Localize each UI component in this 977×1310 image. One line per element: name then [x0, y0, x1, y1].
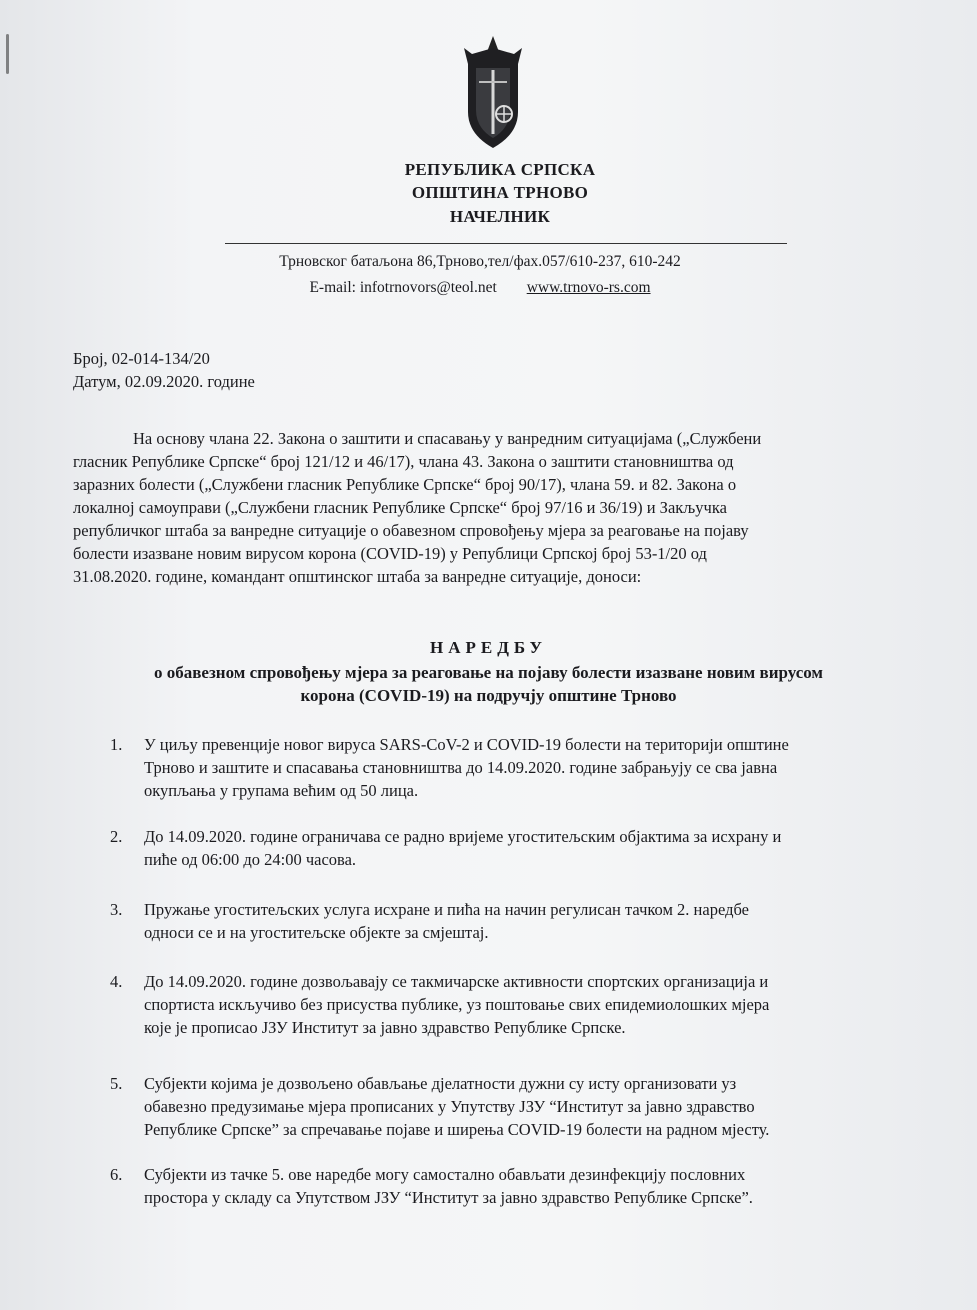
reference-date: Датум, 02.09.2020. године	[73, 372, 255, 391]
letterhead-office: НАЧЕЛНИК	[449, 207, 551, 226]
order-item-number: 4.	[110, 972, 123, 991]
email-link[interactable]: infotrnovors@teol.net	[359, 279, 497, 296]
order-item-line: Пружање угоститељских услуга исхране и пића на начин регулисан тачком 2. наредбе	[144, 900, 749, 919]
order-item-line: односи се и на угоститељске објекте за смјештај.	[144, 923, 489, 942]
order-item-line: До 14.09.2020. године ограничава се радно вријеме угоститељским објактима за исхрану и	[144, 827, 782, 846]
intro-line: локалној самоуправи („Службени гласник Републике Српске“ број 97/16 и 36/19) и Закључка	[73, 498, 727, 517]
intro-line: 31.08.2020. године, командант општинског штаба за ванредне ситуације, доноси:	[73, 567, 642, 586]
email-label: E-mail:	[309, 279, 356, 296]
intro-line: заразних болести („Службени гласник Републике Српске“ број 90/17), члана 59. и 82. Закона о	[73, 475, 737, 494]
website-link[interactable]: www.trnovo-rs.com	[526, 279, 651, 296]
order-item-line: окупљања у групама већим од 50 лица.	[144, 781, 419, 800]
municipal-crest-icon	[452, 34, 534, 152]
intro-paragraph	[73, 427, 929, 588]
letterhead-municipality: ОПШТИНА ТРНОВО	[411, 183, 589, 202]
letterhead-divider	[225, 243, 787, 244]
intro-line: републичког штаба за ванредне ситуације о обавезном спровођењу мјера за реаговање на појаву	[73, 521, 749, 540]
order-item-line: које је прописао ЈЗУ Институт за јавно здравство Републике Српске.	[144, 1018, 626, 1037]
order-item-number: 1.	[110, 735, 123, 754]
intro-line: болести изазване новим вирусом корона (COVID-19) у Републици Српској број 53-1/20 од	[73, 544, 707, 563]
order-item-line: Републике Српске” за спречавање појаве и ширења COVID-19 болести на радном мјесту.	[144, 1120, 770, 1139]
reference-number: Број, 02-014-134/20	[73, 349, 210, 368]
order-item-line: обавезно предузимање мјера прописаних у Упутству ЈЗУ “Институт за јавно здравство	[144, 1097, 755, 1116]
letterhead-address: Трновског батаљона 86,Трново,тел/фах.057/610-237, 610-242	[279, 253, 681, 270]
order-subtitle-line: корона (COVID-19) на подручју општине Трново	[300, 686, 677, 705]
page-edge-mark	[6, 34, 9, 74]
order-item-line: У циљу превенције новог вируса SARS-CoV-2 и COVID-19 болести на територији општине	[144, 735, 789, 754]
order-item-line: пиће од 06:00 до 24:00 часова.	[144, 850, 357, 869]
order-item-number: 5.	[110, 1074, 123, 1093]
order-item-line: спортиста искључиво без присуства публике, уз поштовање свих епидемиолошких мјера	[144, 995, 770, 1014]
order-item-line: Трново и заштите и спасавања становништва до 14.09.2020. године забрањују се сва јавна	[144, 758, 778, 777]
order-heading: НАРЕДБУ	[429, 638, 548, 657]
letterhead-contact	[200, 279, 760, 297]
intro-line: На основу члана 22. Закона о заштити и спасавању у ванредним ситуацијама („Службени	[133, 429, 762, 448]
order-item-line: Субјекти којима је дозвољено обављање дјелатности дужни су исту организовати уз	[144, 1074, 737, 1093]
order-subtitle-line: о обавезном спровођењу мјера за реаговање на појаву болести изазване новим вирусом	[153, 663, 823, 682]
order-item-number: 2.	[110, 827, 123, 846]
order-item-line: До 14.09.2020. године дозвољавају се такмичарске активности спортских организација и	[144, 972, 769, 991]
order-item-number: 3.	[110, 900, 123, 919]
letterhead-republic: РЕПУБЛИКА СРПСКА	[404, 160, 596, 179]
order-item-line: Субјекти из тачке 5. ове наредбе могу самостално обављати дезинфекцију пословних	[144, 1165, 746, 1184]
order-item-number: 6.	[110, 1165, 123, 1184]
order-item-line: простора у складу са Упутством ЈЗУ “Институт за јавно здравство Републике Српске”.	[144, 1188, 753, 1207]
intro-line: гласник Републике Српске“ број 121/12 и 46/17), члана 43. Закона о заштити становништва од	[73, 452, 734, 471]
